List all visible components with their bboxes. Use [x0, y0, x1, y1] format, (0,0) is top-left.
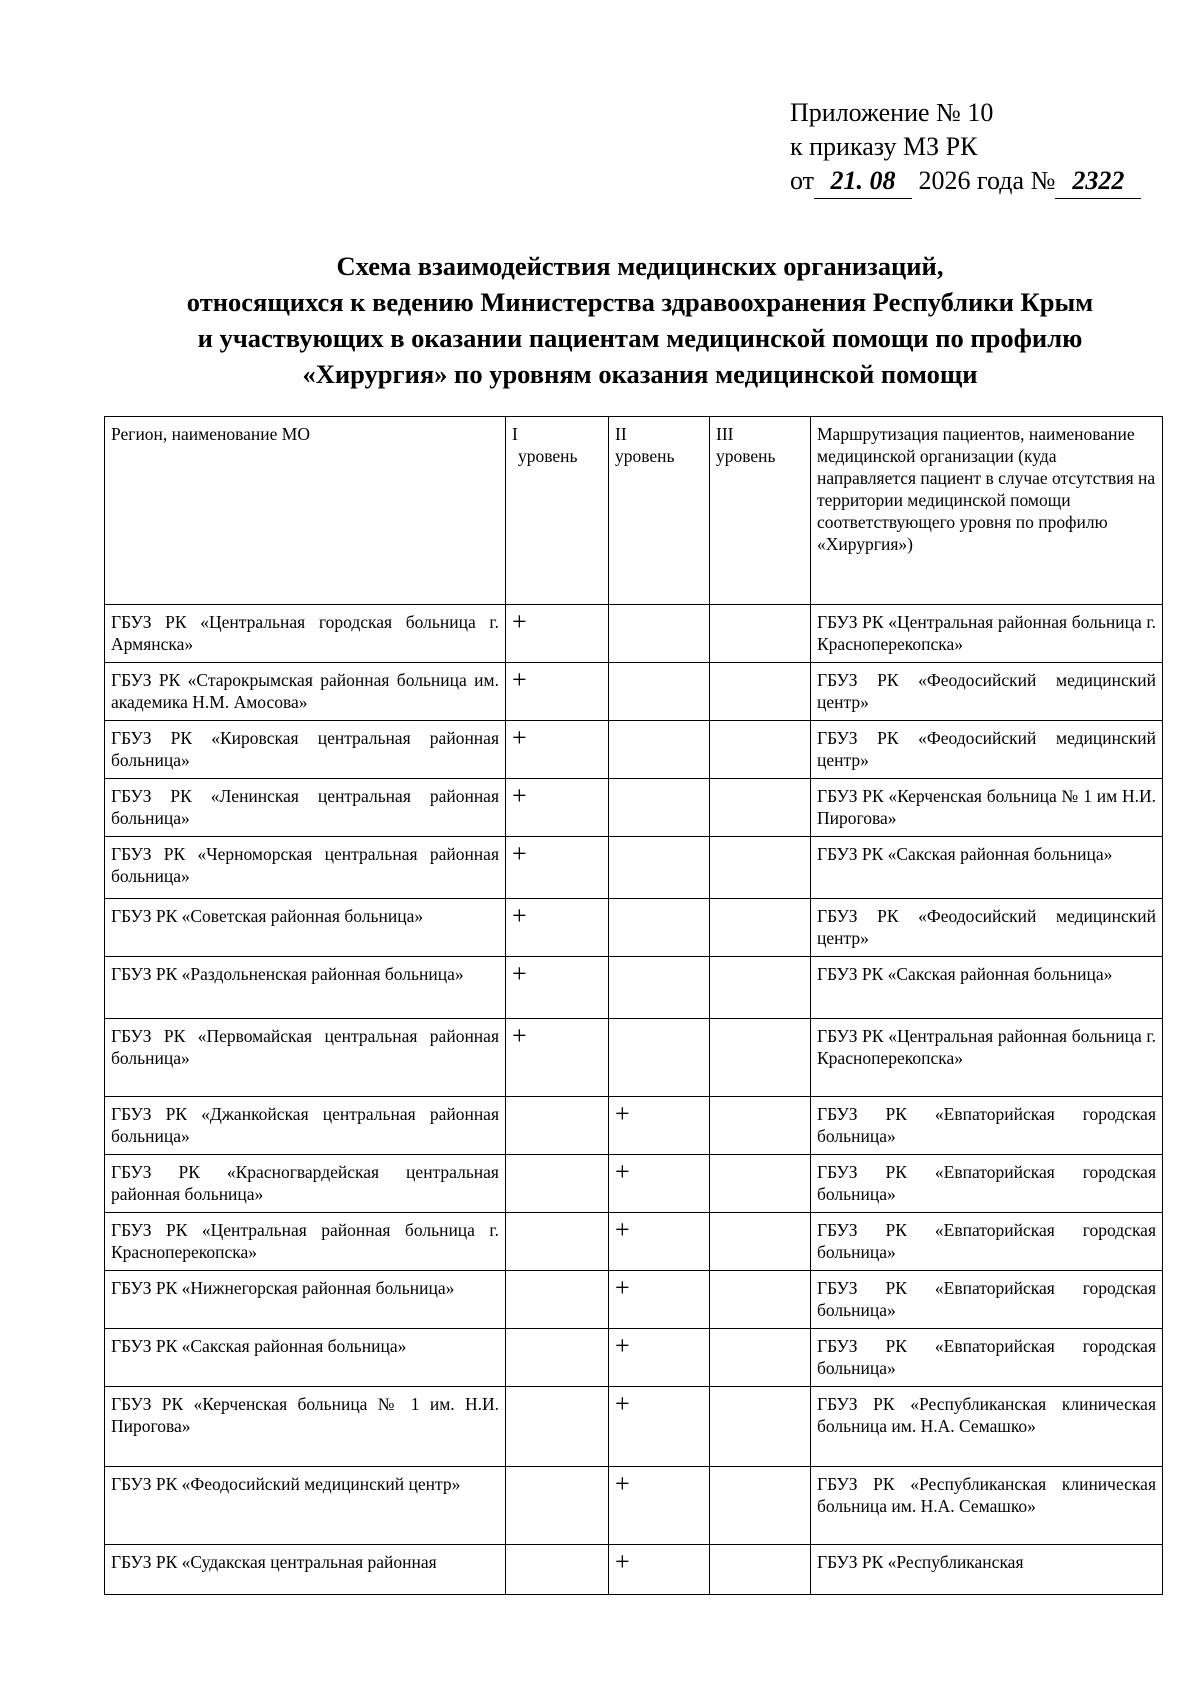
level-1-cell — [506, 1155, 609, 1213]
header-level-1-word: уровень — [518, 446, 578, 466]
date-prefix: от — [790, 166, 815, 195]
level-2-cell — [609, 837, 710, 899]
level-2-cell: + — [609, 1545, 710, 1595]
mo-name-cell: ГБУЗ РК «Раздольненская районная больница» — [105, 957, 506, 1019]
header-level-3-num: III — [716, 424, 734, 444]
level-3-cell — [710, 837, 811, 899]
level-2-cell: + — [609, 1329, 710, 1387]
level-1-cell: + — [506, 1019, 609, 1097]
level-3-cell — [710, 721, 811, 779]
level-1-cell — [506, 1387, 609, 1467]
level-1-cell: + — [506, 779, 609, 837]
title-line-3: и участвующих в оказании пациентам медицинской помощи по профилю — [197, 323, 1083, 353]
level-1-cell — [506, 1467, 609, 1545]
table-row — [105, 1329, 1163, 1387]
level-3-cell — [710, 779, 811, 837]
level-2-cell — [609, 779, 710, 837]
level-3-cell — [710, 1097, 811, 1155]
level-3-cell — [710, 957, 811, 1019]
mo-name-cell: ГБУЗ РК «Ленинская центральная районная больница» — [105, 779, 506, 837]
header-level-2 — [609, 417, 710, 605]
handwritten-order-number: 2322 — [1055, 164, 1141, 199]
level-1-cell — [506, 1097, 609, 1155]
table-row — [105, 721, 1163, 779]
mo-name-cell: ГБУЗ РК «Керченская больница № 1 им. Н.И. Пирогова» — [105, 1387, 506, 1467]
routing-cell: ГБУЗ РК «Центральная районная больница г. Красноперекопска» — [811, 605, 1163, 663]
routing-cell: ГБУЗ РК «Евпаторийская городская больница» — [811, 1329, 1163, 1387]
level-3-cell — [710, 605, 811, 663]
level-3-cell — [710, 1019, 811, 1097]
level-3-cell — [710, 1387, 811, 1467]
routing-cell: ГБУЗ РК «Евпаторийская городская больница» — [811, 1271, 1163, 1329]
table-row — [105, 779, 1163, 837]
level-2-cell: + — [609, 1271, 710, 1329]
routing-cell: ГБУЗ РК «Республиканская — [811, 1545, 1163, 1595]
table-row — [105, 605, 1163, 663]
appendix-number: Приложение № 10 — [790, 98, 994, 127]
level-1-cell — [506, 1213, 609, 1271]
year-number-label: 2026 года № — [918, 166, 1056, 195]
mo-name-cell: ГБУЗ РК «Старокрымская районная больница им. академика Н.М. Амосова» — [105, 663, 506, 721]
table-row — [105, 899, 1163, 957]
mo-name-cell: ГБУЗ РК «Советская районная больница» — [105, 899, 506, 957]
level-1-cell — [506, 1329, 609, 1387]
table-row — [105, 957, 1163, 1019]
level-2-cell: + — [609, 1387, 710, 1467]
table-row — [105, 1545, 1163, 1595]
title-line-4: «Хирургия» по уровням оказания медицинской помощи — [302, 359, 978, 389]
handwritten-date: 21. 08 — [814, 164, 912, 199]
order-reference: к приказу МЗ РК — [790, 132, 978, 161]
level-3-cell — [710, 1467, 811, 1545]
level-2-cell: + — [609, 1155, 710, 1213]
level-1-cell: + — [506, 605, 609, 663]
level-2-cell — [609, 721, 710, 779]
mo-name-cell: ГБУЗ РК «Кировская центральная районная больница» — [105, 721, 506, 779]
header-level-1-num: I — [512, 424, 518, 444]
level-2-cell — [609, 957, 710, 1019]
mo-name-cell: ГБУЗ РК «Центральная районная больница г. Красноперекопска» — [105, 1213, 506, 1271]
routing-cell: ГБУЗ РК «Сакская районная больница» — [811, 957, 1163, 1019]
header-level-2-num: II — [615, 424, 627, 444]
routing-cell: ГБУЗ РК «Сакская районная больница» — [811, 837, 1163, 899]
table-row — [105, 1387, 1163, 1467]
header-region: Регион, наименование МО — [105, 417, 506, 605]
level-1-cell: + — [506, 721, 609, 779]
title-line-1: Схема взаимодействия медицинских организаций, — [336, 251, 944, 281]
mo-name-cell: ГБУЗ РК «Феодосийский медицинский центр» — [105, 1467, 506, 1545]
header-level-3 — [710, 417, 811, 605]
mo-name-cell: ГБУЗ РК «Нижнегорская районная больница» — [105, 1271, 506, 1329]
document-title — [100, 248, 1180, 392]
level-3-cell — [710, 663, 811, 721]
mo-name-cell: ГБУЗ РК «Черноморская центральная районная больница» — [105, 837, 506, 899]
table-row — [105, 1213, 1163, 1271]
level-2-cell — [609, 899, 710, 957]
routing-cell: ГБУЗ РК «Евпаторийская городская больница» — [811, 1097, 1163, 1155]
level-2-cell — [609, 663, 710, 721]
table-row — [105, 1271, 1163, 1329]
level-3-cell — [710, 899, 811, 957]
table-row — [105, 1155, 1163, 1213]
mo-name-cell: ГБУЗ РК «Красногвардейская центральная районная больница» — [105, 1155, 506, 1213]
routing-cell: ГБУЗ РК «Керченская больница № 1 им Н.И. Пирогова» — [811, 779, 1163, 837]
routing-cell: ГБУЗ РК «Евпаторийская городская больница» — [811, 1155, 1163, 1213]
order-date-line — [790, 164, 1141, 199]
mo-name-cell: ГБУЗ РК «Первомайская центральная районная больница» — [105, 1019, 506, 1097]
table-row — [105, 837, 1163, 899]
level-1-cell: + — [506, 837, 609, 899]
header-level-2-word: уровень — [615, 446, 675, 466]
level-2-cell: + — [609, 1467, 710, 1545]
routing-cell: ГБУЗ РК «Феодосийский медицинский центр» — [811, 899, 1163, 957]
level-1-cell: + — [506, 899, 609, 957]
level-3-cell — [710, 1155, 811, 1213]
appendix-header — [790, 96, 1141, 199]
level-2-cell — [609, 1019, 710, 1097]
table-row — [105, 1097, 1163, 1155]
table-header-row — [105, 417, 1163, 605]
mo-name-cell: ГБУЗ РК «Джанкойская центральная районная больница» — [105, 1097, 506, 1155]
routing-cell: ГБУЗ РК «Феодосийский медицинский центр» — [811, 721, 1163, 779]
mo-name-cell: ГБУЗ РК «Судакская центральная районная — [105, 1545, 506, 1595]
mo-name-cell: ГБУЗ РК «Сакская районная больница» — [105, 1329, 506, 1387]
level-1-cell: + — [506, 957, 609, 1019]
level-1-cell — [506, 1545, 609, 1595]
routing-table — [104, 416, 1163, 1595]
table-row — [105, 1019, 1163, 1097]
level-3-cell — [710, 1271, 811, 1329]
level-2-cell — [609, 605, 710, 663]
routing-cell: ГБУЗ РК «Евпаторийская городская больница» — [811, 1213, 1163, 1271]
level-1-cell — [506, 1271, 609, 1329]
level-1-cell: + — [506, 663, 609, 721]
level-2-cell: + — [609, 1213, 710, 1271]
routing-cell: ГБУЗ РК «Феодосийский медицинский центр» — [811, 663, 1163, 721]
header-routing: Маршрутизация пациентов, наименование медицинской организации (куда направляется пациент в случае отсутствия на территории медицинской помощи соответствующего уровня по профилю «Хирургия») — [811, 417, 1163, 605]
level-2-cell: + — [609, 1097, 710, 1155]
title-line-2: относящихся к ведению Министерства здравоохранения Республики Крым — [186, 287, 1094, 317]
table-row — [105, 1467, 1163, 1545]
table-row — [105, 663, 1163, 721]
routing-cell: ГБУЗ РК «Республиканская клиническая больница им. Н.А. Семашко» — [811, 1387, 1163, 1467]
routing-cell: ГБУЗ РК «Центральная районная больница г. Красноперекопска» — [811, 1019, 1163, 1097]
mo-name-cell: ГБУЗ РК «Центральная городская больница г. Армянска» — [105, 605, 506, 663]
header-level-3-word: уровень — [716, 446, 776, 466]
level-3-cell — [710, 1213, 811, 1271]
level-3-cell — [710, 1329, 811, 1387]
routing-cell: ГБУЗ РК «Республиканская клиническая больница им. Н.А. Семашко» — [811, 1467, 1163, 1545]
level-3-cell — [710, 1545, 811, 1595]
header-level-1 — [506, 417, 609, 605]
